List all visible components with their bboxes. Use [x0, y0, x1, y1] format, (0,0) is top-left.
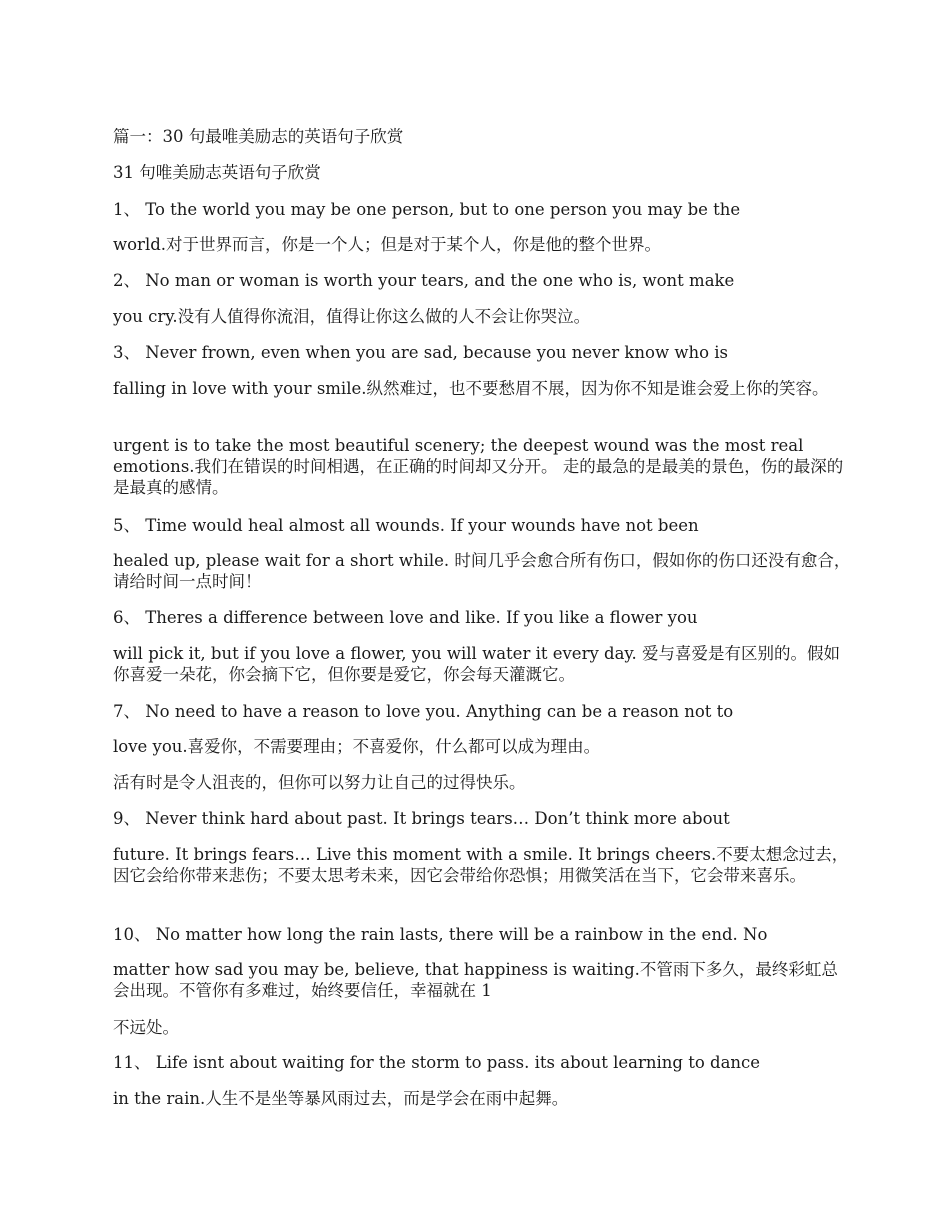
paragraph: you cry.没有人值得你流泪，值得让你这么做的人不会让你哭泣。	[113, 307, 591, 326]
paragraph: falling in love with your smile.纵然难过，也不要愁眉不展，因为你不知是谁会爱上你的笑容。	[113, 379, 829, 398]
paragraph: urgent is to take the most beautiful scenery; the deepest wound was the most real emotions.我们在错误的时间相遇，在正确的时间却又分开。 走的最急的是最美的景色，伤的最深的是最真的感情。	[113, 436, 844, 497]
paragraph: healed up, please wait for a short while. 时间几乎会愈合所有伤口，假如你的伤口还没有愈合，请给时间一点时间！	[113, 551, 851, 591]
paragraph: 5、 Time would heal almost all wounds. If your wounds have not been	[113, 516, 699, 535]
paragraph: 活有时是令人沮丧的，但你可以努力让自己的过得快乐。	[113, 773, 526, 792]
paragraph: 3、 Never frown, even when you are sad, because you never know who is	[113, 343, 729, 362]
paragraph: world.对于世界而言，你是一个人；但是对于某个人，你是他的整个世界。	[113, 235, 662, 254]
paragraph: future. It brings fears… Live this moment with a smile. It brings cheers.不要太想念过去，因它会给你带来悲伤；不要太思考未来，因它会带给你恐惧；用微笑活在当下，它会带来喜乐。	[113, 845, 849, 885]
paragraph: will pick it, but if you love a flower, you will water it every day. 爱与喜爱是有区别的。假如你喜爱一朵花，你会摘下它，但你要是爱它，你会每天灌溉它。	[113, 644, 841, 684]
paragraph: 2、 No man or woman is worth your tears, and the one who is, wont make	[113, 271, 735, 290]
paragraph: 10、 No matter how long the rain lasts, there will be a rainbow in the end. No	[113, 925, 768, 944]
paragraph: matter how sad you may be, believe, that happiness is waiting.不管雨下多久，最终彩虹总会出现。不管你有多难过，始终要信任，幸福就在 1	[113, 960, 838, 1000]
paragraph: love you.喜爱你，不需要理由；不喜爱你，什么都可以成为理由。	[113, 737, 601, 756]
document-heading: 篇一：30 句最唯美励志的英语句子欣赏	[113, 127, 404, 146]
paragraph: 6、 Theres a difference between love and like. If you like a flower you	[113, 608, 698, 627]
paragraph: 9、 Never think hard about past. It brings tears… Don’t think more about	[113, 809, 730, 828]
paragraph: 7、 No need to have a reason to love you. Anything can be a reason not to	[113, 702, 734, 721]
document-subheading: 31 句唯美励志英语句子欣赏	[113, 163, 321, 182]
paragraph: 11、 Life isnt about waiting for the storm to pass. its about learning to dance	[113, 1053, 761, 1072]
paragraph: in the rain.人生不是坐等暴风雨过去，而是学会在雨中起舞。	[113, 1089, 569, 1108]
paragraph: 1、 To the world you may be one person, but to one person you may be the	[113, 200, 741, 219]
paragraph: 不远处。	[113, 1018, 179, 1037]
